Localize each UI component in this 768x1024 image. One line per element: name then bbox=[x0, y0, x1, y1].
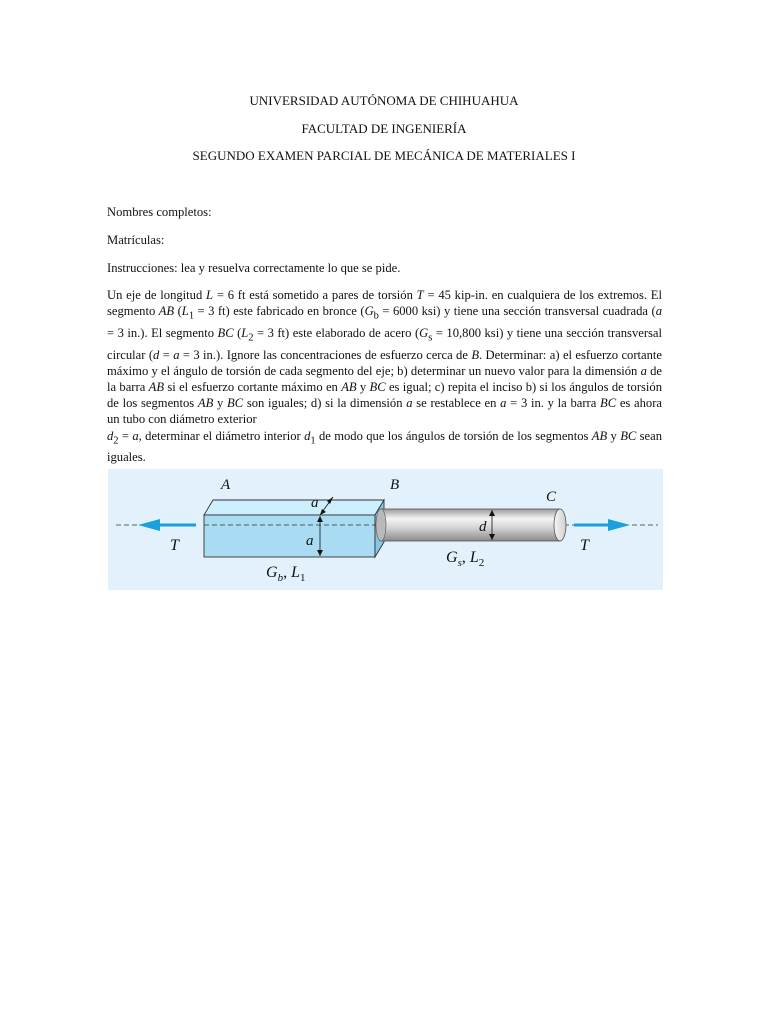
label-c-point: C bbox=[546, 489, 557, 505]
label-b-point: B bbox=[390, 477, 400, 493]
faculty-title: FACULTAD DE INGENIERÍA bbox=[301, 121, 467, 136]
label-a-top: a bbox=[311, 495, 319, 511]
right-torque-arrow bbox=[574, 519, 630, 531]
left-torque-arrow bbox=[138, 519, 196, 531]
shaft-bc-left-end bbox=[376, 509, 386, 541]
label-gs-l2: $G_s$, $L_2$ bbox=[446, 549, 485, 569]
bar-ab-front bbox=[204, 515, 375, 557]
exam-title: SEGUNDO EXAMEN PARCIAL DE MECÁNICA DE MATERIALES I bbox=[192, 148, 576, 163]
label-t-left: T bbox=[170, 537, 179, 554]
label-gb-l1: $G_b$, $L_1$ bbox=[266, 564, 306, 584]
bar-ab-top bbox=[204, 500, 384, 515]
label-t-right: T bbox=[580, 537, 589, 554]
label-d: d bbox=[479, 519, 487, 535]
instructions-text: Instrucciones: lea y resuelva correctamente lo que se pide. bbox=[107, 261, 401, 275]
label-a-point: A bbox=[221, 477, 231, 493]
label-a-side: a bbox=[306, 533, 314, 549]
university-title: UNIVERSIDAD AUTÓNOMA DE CHIHUAHUA bbox=[249, 93, 519, 108]
problem-statement: Un eje de longitud L = 6 ft está sometido a pares de torsión T = 45 kip-in. en cualquiera de los extremos. El segmento AB ($L_1 = 3$ ft) este fabricado en bronce ($G_b = 6000$ ksi) y tiene una sección transversal cuadrada (a = 3 in.). El segmento BC ($L_2 = 3$ ft) este elaborado de acero ($G_s = 10,800$ ksi) y tiene una sección transversal circular (d = a = 3 in.). Ignore las concentraciones de esfuerzo cerca de B. Determinar: a) el esfuerzo cortante máximo y el ángulo de torsión de cada segmento del eje; b) determinar un nuevo valor para la dimensión a de la barra AB si el esfuerzo cortante máximo en AB y BC es igual; c) repita el inciso b) si los ángulos de torsión de los segmentos AB y BC son iguales; d) si la dimensión a se restablece en a = 3 in. y la barra BC es ahora un tubo con diámetro exterior $d_2 = a$, determinar el diámetro interior $d_1$ de modo que los ángulos de torsión de los segmentos AB y BC sean iguales. bbox=[107, 288, 663, 465]
names-field: Nombres completos: bbox=[107, 205, 212, 219]
shaft-bc-right-end bbox=[554, 509, 566, 541]
shaft-diagram bbox=[108, 469, 663, 590]
shaft-bc bbox=[380, 509, 560, 541]
ids-field: Matrículas: bbox=[107, 233, 165, 247]
shaft-figure bbox=[108, 469, 663, 590]
